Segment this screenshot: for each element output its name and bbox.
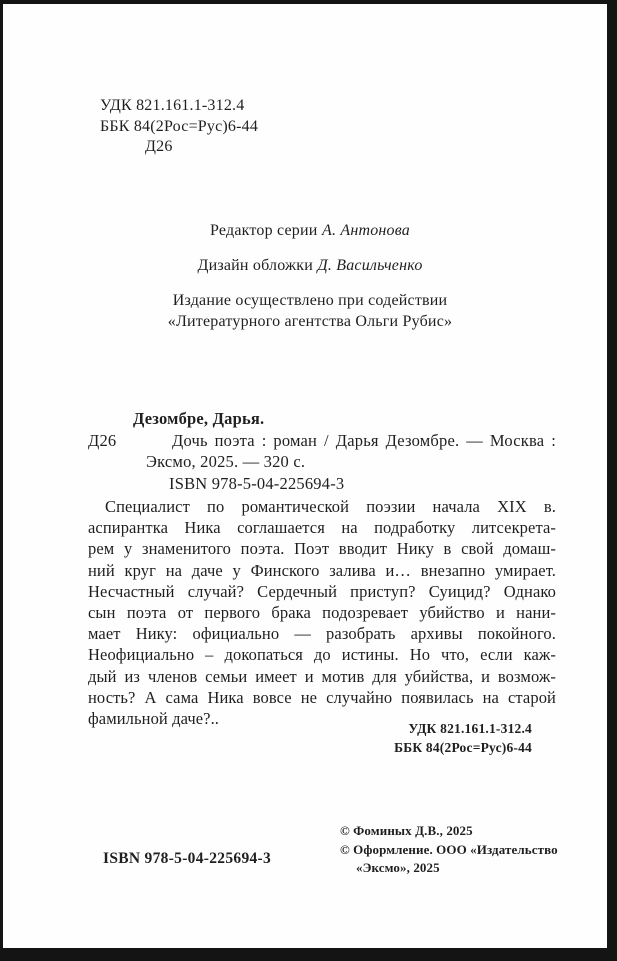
agency-note-line2: «Литературного агентства Ольги Рубис» [167,313,453,330]
bib-imprint-line: Эксмо, 2025. — 320 с. [146,452,306,471]
annotation-line: мает Нику: официально — разобрать архивы покойного. [88,624,556,644]
copyright-design-line: © Оформление. ООО «Издательство [340,841,558,857]
copyright-author-line: © Фоминых Д.В., 2025 [340,823,473,838]
bib-isbn-line: ISBN 978-5-04-225694-3 [169,474,345,493]
classification-top-block [100,96,258,158]
bib-title-line: Дочь поэта : роман / Дарья Дезомбре. — Москва : [172,431,556,450]
annotation-line: Неофициально – докопаться до истины. Но что, если каж- [88,645,556,665]
annotation-line: ность? А сама Ника вовсе не случайно появилась на старой [88,687,556,707]
author-sign-top: Д26 [145,138,173,155]
copyright-design-line2: «Эксмо», 2025 [356,860,440,876]
agency-note [88,290,532,332]
copyright-block [340,822,558,878]
annotation-line: сын поэта от первого брака подозревает убийство и нани- [88,603,556,623]
udk-bottom-line: УДК 821.161.1-312.4 [408,721,532,736]
book-imprint-page [3,4,607,948]
bbk-bottom-line: ББК 84(2Рос=Рус)6-44 [394,740,532,755]
annotation-paragraph [88,496,556,729]
udk-top-line: УДК 821.161.1-312.4 [100,97,245,114]
bbk-top-line: ББК 84(2Рос=Рус)6-44 [100,117,259,135]
series-editor-label: Редактор серии [210,222,318,239]
series-editor-name: А. Антонова [321,222,410,239]
cover-designer-name: Д. Васильченко [317,257,423,274]
bib-author-sign: Д26 [88,431,117,450]
annotation-line: фамильной даче?.. [88,709,220,729]
isbn-footer: ISBN 978-5-04-225694-3 [103,850,272,867]
annotation-line: Специалист по романтической поэзии начала XIX в. [105,497,556,516]
bib-author-heading: Дезомбре, Дарья. [133,409,265,428]
annotation-line: дый из членов семьи имеет и мотив для убийства, и возмож- [88,666,556,686]
cover-designer-line [88,257,532,275]
series-editor-line [88,222,532,240]
cover-designer-label: Дизайн обложки [197,257,313,274]
annotation-line: рем у знаменитого поэта. Поэт вводит Нику в свой домаш- [88,539,556,559]
agency-note-line1: Издание осуществлено при содействии [172,292,448,309]
annotation-line: аспирантка Ника соглашается на подработку литсекрета- [88,518,556,538]
classification-bottom-block [394,719,532,757]
annotation-line: ний круг на даче у Финского залива и… внезапно умирает. [88,560,556,580]
annotation-line: Несчастный случай? Сердечный приступ? Суицид? Однако [88,581,556,601]
